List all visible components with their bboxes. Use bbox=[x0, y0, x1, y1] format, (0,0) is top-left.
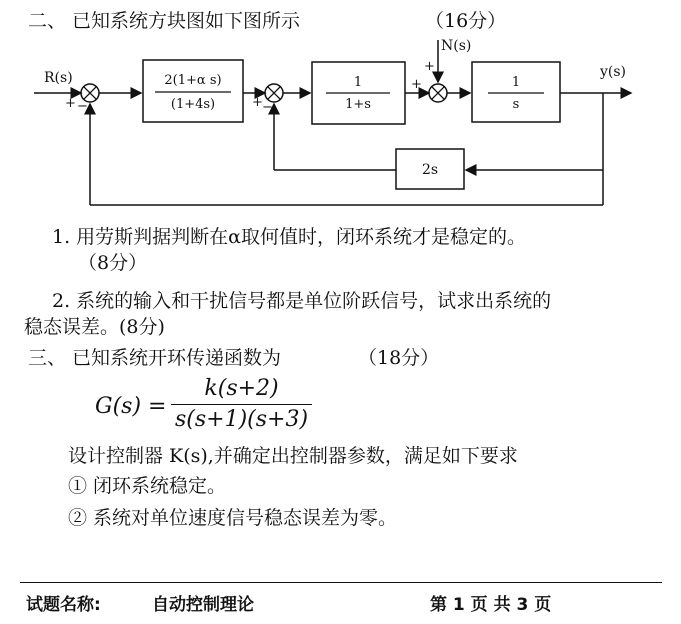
fraction-bar bbox=[171, 404, 312, 405]
input-label: R(s) bbox=[44, 70, 73, 86]
section2-points: （16分） bbox=[425, 10, 507, 32]
block-feedback-2s bbox=[396, 149, 464, 189]
design-instruction: 设计控制器 K(s),并确定出控制器参数，满足如下要求 bbox=[68, 445, 518, 467]
block-plant-1 bbox=[312, 62, 405, 124]
feedback-block-label: 2s bbox=[421, 162, 439, 178]
summing-junction-3 bbox=[429, 84, 447, 102]
section3-heading: 三、 已知系统开环传递函数为 bbox=[28, 347, 282, 369]
question-1-text: 1. 用劳斯判据判断在α取何值时，闭环系统才是稳定的。 bbox=[52, 226, 526, 248]
formula-denominator: s(s+1)(s+3) bbox=[175, 407, 309, 432]
output-label: y(s) bbox=[600, 64, 627, 80]
block2-numerator: 1 bbox=[353, 75, 363, 90]
sum1-minus: − bbox=[77, 99, 88, 114]
sum3-plus-top: + bbox=[424, 59, 435, 74]
question-1-points: （8分） bbox=[78, 252, 148, 274]
block3-numerator: 1 bbox=[511, 75, 521, 90]
exam-name-label: 试题名称: bbox=[26, 595, 101, 615]
block1-denominator: (1+4s) bbox=[170, 97, 216, 112]
block3-denominator: s bbox=[512, 97, 520, 112]
requirement-2: ② 系统对单位速度信号稳态误差为零。 bbox=[68, 507, 398, 529]
block-integrator bbox=[472, 62, 560, 122]
formula-fraction bbox=[171, 376, 312, 432]
sum2-minus: − bbox=[262, 100, 273, 115]
section2-heading: 二、 已知系统方块图如下图所示 bbox=[28, 10, 301, 32]
page-indicator: 第 1 页 共 3 页 bbox=[430, 595, 552, 615]
footer-divider bbox=[20, 582, 662, 583]
section3-points: （18分） bbox=[358, 347, 440, 369]
sum1-plus: + bbox=[65, 96, 76, 111]
formula-lhs: G(s) = bbox=[95, 394, 167, 419]
requirement-1: ① 闭环系统稳定。 bbox=[68, 475, 227, 497]
disturbance-label: N(s) bbox=[441, 38, 472, 54]
exam-name-value: 自动控制理论 bbox=[152, 595, 254, 615]
sum3-plus-left: + bbox=[411, 77, 422, 92]
formula-numerator: k(s+2) bbox=[204, 376, 279, 401]
block1-numerator: 2(1+α s) bbox=[164, 73, 222, 88]
sum2-plus: + bbox=[252, 95, 263, 110]
block-diagram bbox=[0, 0, 681, 215]
block2-denominator: 1+s bbox=[345, 97, 371, 112]
question-2-text-cont: 稳态误差。(8分) bbox=[24, 316, 165, 338]
block-controller bbox=[143, 60, 243, 122]
question-2-text: 2. 系统的输入和干扰信号都是单位阶跃信号，试求出系统的 bbox=[52, 290, 552, 312]
